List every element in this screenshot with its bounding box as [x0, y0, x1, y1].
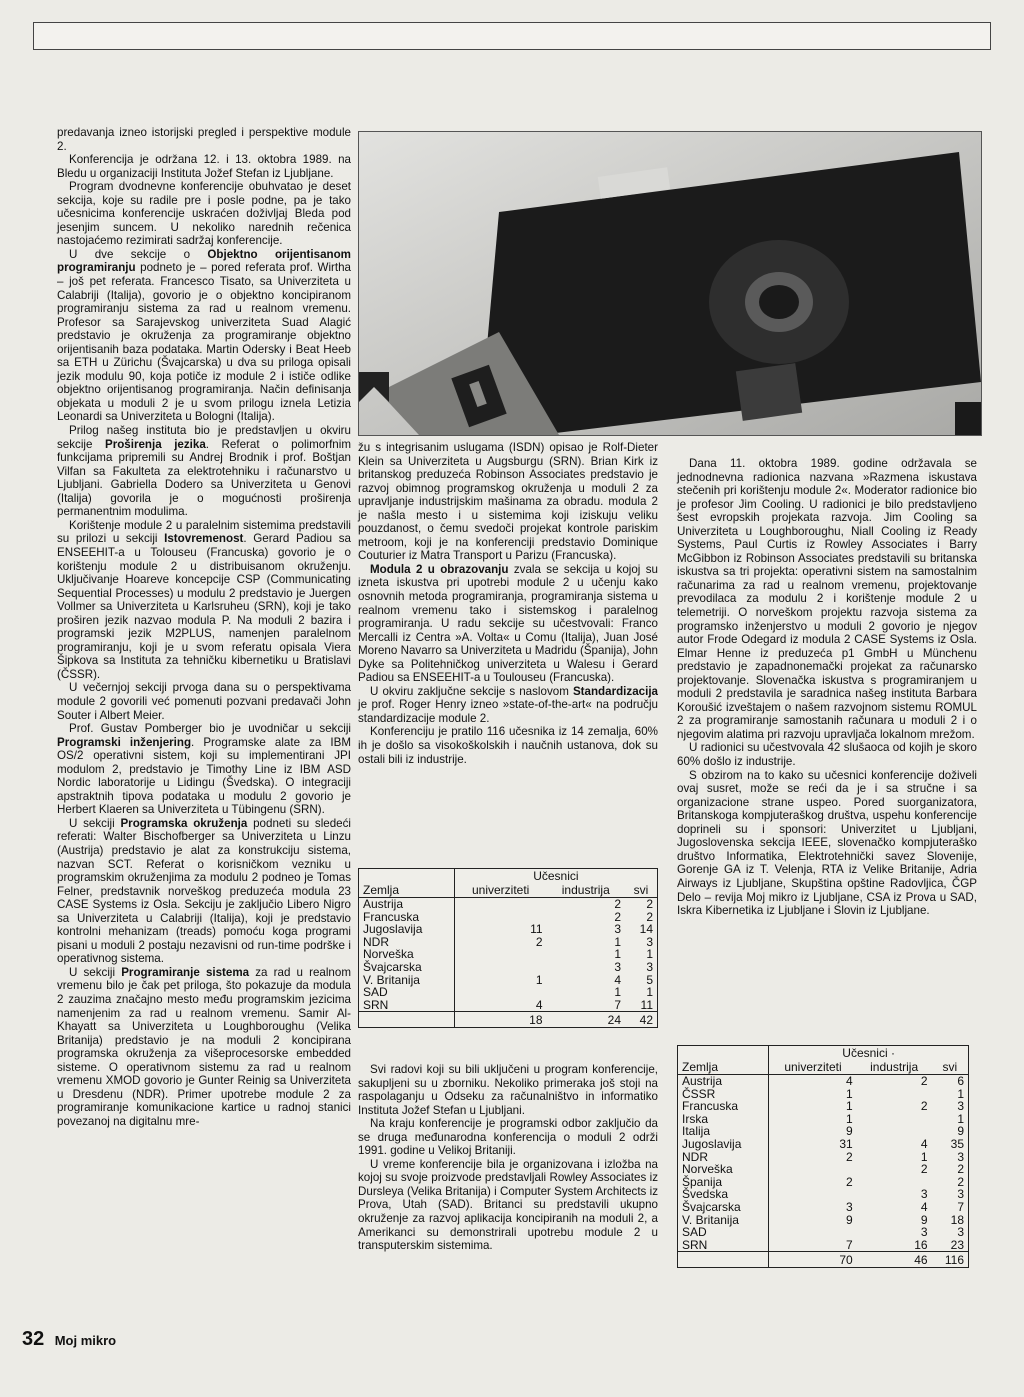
country-cell: NDR: [359, 936, 455, 949]
country-cell: Jugoslavija: [359, 923, 455, 936]
column-header: industrija: [547, 883, 625, 898]
value-cell: 31: [839, 1136, 853, 1151]
value-cell: 18: [950, 1212, 964, 1227]
paragraph: Program dvodnevne konferencije obuhvatao je deset sekcija, koje su radile pre i posle podne, pa je tako učesnicima konferencije uskraćen doživljaj Bleda pod jesenjim suncem. U nekoliko narednih rečenica nastojaćemo rezimirati sadržaj konferencije.: [57, 180, 351, 248]
paragraph: Modula 2 u obrazovanju zvala se sekcija u kojoj su izneta iskustva pri upotrebi module 2 u učenju kako osnovnih metoda programiranja, programiranja sistema u realnom vremenu tako i sistemskog i paralelnog programiranja. U radu sekcije su učestvovali: Franco Mercalli iz Centra »A. Volta« u Comu (Italija), Juan José Moreno Navarro sa Univerziteta u Madridu (Španija), John Dyke sa Politehničkog univerziteta u Walesu i Gerard Padiou sa ENSEEHIT-a u Toulouseu (Francuska).: [358, 562, 658, 685]
value-cell: 1: [846, 1086, 853, 1101]
country-cell: SAD: [678, 1226, 769, 1239]
value-cell: [454, 898, 546, 911]
value-cell: 5: [646, 972, 653, 987]
value-cell: 2: [846, 1149, 853, 1164]
table-row: [359, 999, 658, 1012]
value-cell: 2: [920, 1162, 928, 1177]
column-header: svi: [932, 1060, 969, 1075]
floppy-disk-photo: [358, 131, 982, 436]
value-cell: 1: [614, 934, 622, 949]
table-group-header: Učesnici ·: [842, 1046, 895, 1060]
value-cell: 2: [535, 934, 543, 949]
total-cell: 116: [932, 1252, 969, 1268]
value-cell: [769, 1163, 857, 1176]
value-cell: 2: [957, 1162, 964, 1177]
value-cell: 2: [646, 909, 653, 924]
value-cell: 7: [957, 1199, 964, 1214]
value-cell: 3: [957, 1099, 964, 1114]
country-cell: Švedska: [678, 1188, 769, 1201]
table-row: [359, 898, 658, 911]
country-cell: Austrija: [678, 1075, 769, 1088]
section-name: Objektno orijentisanom programiranju: [57, 247, 351, 275]
article-column-1: [57, 126, 351, 1304]
paragraph: Korištenje module 2 u paralelnim sistemima predstavili su prilozi u sekciji Istovremenost. Gerard Padiou sa ENSEEHIT-a u Tolouseu (Francuska) govorio je o korištenju module 2 u distribuisanom okruženju. Uključivanje Hoareve koncepcije CSP (Communicating Sequential Processes) u modulu 2 predstavio je Juergen Vollmer sa Univerziteta u Karlsruheu (SRN), koji je tako proširen jezik nazvao modula P. Na moduli 2 bazira i programski jezik M2PLUS, namenjen paralelnom programiranju, koji je u svom referatu opisala Viera Šipkova sa Instituta za tehničku kibernetiku u Bratislavi (ČSSR).: [57, 518, 351, 681]
value-cell: 11: [530, 922, 543, 937]
value-cell: [454, 986, 546, 999]
country-cell: NDR: [678, 1151, 769, 1164]
total-cell: 46: [857, 1252, 932, 1268]
country-cell: Jugoslavija: [678, 1138, 769, 1151]
paragraph: Prof. Gustav Pomberger bio je uvodničar u sekciji Programski inženjering. Programske alate za IBM OS/2 operativni sistem, koji su implementirani JPI modulom 2, predstavio je Timothy Line iz IBM ASD Nordic laboratorije u Lidingu (Švedska). O integraciji apstraktnih tipova podataka u modulu 2 govorio je Herbert Klaeren sa Univerziteta u Tübingenu (SRN).: [57, 722, 351, 817]
value-cell: 23: [950, 1237, 964, 1252]
value-cell: 9: [920, 1212, 928, 1227]
paragraph: U večernjoj sekciji prvoga dana su o perspektivama module 2 govorili već pomenuti pozvani predavači John Souter i Albert Meier.: [57, 681, 351, 722]
paragraph: U vreme konferencije bila je organizovana i izložba na kojoj su svoje proizvode predstavljali Rowley Associates iz Dursleya (Velika Britanija) i Computer System Architects iz Prova, Utah (SAD). Britanci su predstavili ukupno okruženje za razvoj aplikacija koncipiranih na moduli 2, a Amerikanci su demonstrirali upotrebu module 2 u transputerskim sistemima.: [358, 1157, 658, 1253]
value-cell: 1: [920, 1149, 928, 1164]
section-name: Modula 2 u obrazovanju: [370, 562, 509, 576]
participants-table-conference: [358, 868, 658, 1028]
column-header: univerziteti: [454, 883, 546, 898]
table-row: [678, 1113, 969, 1126]
paragraph: U dve sekcije o Objektno orijentisanom programiranju podneto je – pored referata prof. Wirtha – još pet referata. Francesco Tisato, sa Univerziteta u Calabriji (Italija), govorio je o objektno koncipiranom programiranju sistema za rad u realnom vremenu. Profesor sa Sarajevskog univerziteta Suad Alagić predstavio je okruženja za programiranje objektno orijentisanih baza podataka. Martin Odersky i Beat Heeb sa ETH u Zürichu (Švajcarska) u dva su priloga opisali jezik modulu 90, koja potiče iz module 2 i ističe odlike objektno orijentisanog programiranja. Način definisanja objekata u moduli 2 je u svom prilogu iznela Letizia Leonardi sa Univerziteta u Bologni (Italija).: [57, 247, 351, 424]
total-cell: 18: [454, 1012, 546, 1028]
table-row: [678, 1201, 969, 1214]
country-cell: V. Britanija: [359, 974, 455, 987]
country-cell: Francuska: [678, 1100, 769, 1113]
value-cell: 2: [614, 909, 622, 924]
value-cell: 1: [957, 1086, 964, 1101]
value-cell: 1: [614, 985, 622, 1000]
value-cell: 1: [646, 947, 653, 962]
participants-table-workshop: [677, 1045, 969, 1268]
value-cell: 7: [846, 1237, 853, 1252]
value-cell: 9: [957, 1124, 964, 1139]
country-cell: SRN: [678, 1239, 769, 1252]
country-cell: SAD: [359, 986, 455, 999]
value-cell: 3: [614, 922, 622, 937]
value-cell: 3: [957, 1187, 964, 1202]
column-header: Zemlja: [678, 1060, 769, 1075]
table-row: [678, 1226, 969, 1239]
country-cell: Španija: [678, 1176, 769, 1189]
value-cell: 4: [614, 972, 622, 987]
value-cell: 16: [914, 1237, 928, 1252]
country-cell: V. Britanija: [678, 1214, 769, 1227]
value-cell: 2: [920, 1099, 928, 1114]
section-name: Istovremenost: [164, 532, 244, 546]
table-row: [359, 923, 658, 936]
totals-label-cell: [359, 1012, 455, 1028]
total-cell: 42: [625, 1012, 657, 1028]
value-cell: 2: [920, 1074, 928, 1088]
paragraph: predavanja izneo istorijski pregled i perspektive module 2.: [57, 126, 351, 153]
paragraph: Konferenciju je pratilo 116 učesnika iz 14 zemalja, 60% ih je došlo sa visokoškolskih i naučnih ustanova, dok su ostali bili iz industrije.: [358, 725, 658, 766]
floppy-disk-illustration: [359, 132, 981, 435]
value-cell: 3: [646, 934, 653, 949]
column-header: svi: [625, 883, 657, 898]
page-header-bar: [33, 22, 991, 50]
paragraph: Konferencija je održana 12. i 13. oktobra 1989. na Bledu u organizaciji Instituta Jožef Stefan iz Ljubljane.: [57, 153, 351, 180]
value-cell: 3: [614, 959, 622, 974]
country-cell: ČSSR: [678, 1088, 769, 1101]
value-cell: 1: [957, 1111, 964, 1126]
country-cell: Francuska: [359, 911, 455, 924]
value-cell: 2: [646, 897, 653, 911]
value-cell: 4: [920, 1199, 928, 1214]
country-cell: SRN: [359, 999, 455, 1012]
paragraph: U okviru zaključne sekcije s naslovom Standardizacija je prof. Roger Henry izneo »state-of-the-art« na području standardizacije module 2.: [358, 684, 658, 725]
value-cell: 4: [920, 1136, 928, 1151]
country-cell: Irska: [678, 1113, 769, 1126]
value-cell: [857, 1113, 932, 1126]
paragraph: Prilog našeg instituta bio je predstavljen u okviru sekcije Proširenja jezika. Referat o polimorfnim funkcijama pripremili su Andrej Brodnik i prof. Boštjan Vilfan sa Fakulteta za elektrotehniku i računarstvo u Ljubljani. Gabriella Dodero sa Univerziteta u Genovi (Italija) govorila je o mogućnosti proširenja permanentnim modulima.: [57, 424, 351, 519]
value-cell: 3: [957, 1225, 964, 1240]
value-cell: 3: [920, 1187, 928, 1202]
value-cell: 1: [646, 985, 653, 1000]
paragraph: Dana 11. oktobra 1989. godine održavala se jednodnevna radionica nazvana »Razmena iskustava stečenih pri korištenju module 2«. Moderator radionice bio je profesor Jim Cooling. U radionici je bilo predstavljeno šest evropskih projekata razvoja. Jim Cooling sa Univerziteta u Loughboroughu, Niall Cooling iz Ready Systems, Paul Curtis iz Rowley Associates i Barry McGibbon iz Robinson Associates predstavili su britanska iskustva sa tri projekta: operativni sistem na samostalnim računarima za rad u realnom vremenu, projektovanje prevodilaca za modulu 2 i korištenje module 2 u telemetriji. O norveškom projektu razvoja sistema za programsko inženjerstvo u moduli 2 govorio je njegov autor Frode Odegard iz modula 2 CASE Systems iz Osla. Elmar Henne iz preduzeća p1 GmbH u Münchenu predstavio je zapadnonemački projekat za računarsko projektovanje. Slovenačka iskustva s programiranjem u moduli 2 predstavila je saradnica našeg instituta Barbara Koroušić izveštajem o našem razvojnom sistemu ROMUL 2 za programiranje samostanih računara u moduli 2 i o njegovim alatima pri razvoju upravljača lokalnom mrežom.: [677, 457, 977, 741]
table-row: [678, 1075, 969, 1088]
value-cell: 14: [639, 922, 653, 937]
section-name: Programiranje sistema: [121, 965, 250, 979]
page-number: 32: [22, 1328, 45, 1350]
value-cell: [454, 948, 546, 961]
totals-label-cell: [678, 1252, 769, 1268]
country-cell: Norveška: [678, 1163, 769, 1176]
value-cell: 3: [920, 1225, 928, 1240]
table-row: [678, 1100, 969, 1113]
paragraph: U sekciji Programiranje sistema za rad u realnom vremenu bilo je čak pet priloga, što pokazuje da modula 2 zauzima značajno mesto među programskim jezicima namenjenim za rad u realnom vremenu. Samir Al-Khayatt sa Univerziteta u Loughboroughu (Velika Britanija) predstavio je na moduli 2 koncipirana programska okruženja za višeprocesorske embedded sisteme. O operativnom sistemu za rad u realnom vremenu XMOD govorio je Gunter Reinig sa Univerziteta u Dresdenu (NDR). Primer upotrebe module 2 za programiranje komunikacione kartice u radnoj stanici povezanoj na digitalnu mre-: [57, 965, 351, 1128]
paragraph: Na kraju konferencije je programski odbor zaključio da se druga međunarodna konferencija o moduli 2 održi 1991. godine u Velikoj Britaniji.: [358, 1117, 658, 1158]
value-cell: 3: [846, 1199, 853, 1214]
value-cell: 1: [846, 1111, 853, 1126]
section-name: Proširenja jezika: [104, 437, 206, 451]
column-header: industrija: [857, 1060, 932, 1075]
value-cell: 6: [957, 1074, 964, 1088]
column-header: Zemlja: [359, 883, 455, 898]
value-cell: 4: [535, 997, 543, 1012]
table-row: [359, 961, 658, 974]
section-name: Programska okruženja: [120, 816, 248, 830]
article-column-2-lower: [358, 1063, 658, 1313]
article-column-3: [677, 457, 977, 918]
total-cell: 70: [769, 1252, 857, 1268]
value-cell: 3: [646, 959, 653, 974]
section-name: Programski inženjering: [57, 735, 192, 749]
value-cell: 1: [846, 1099, 853, 1114]
table-group-header: Učesnici: [533, 869, 579, 883]
page-footer: [22, 1328, 116, 1351]
country-cell: Norveška: [359, 948, 455, 961]
value-cell: 1: [535, 972, 543, 987]
country-cell: Švajcarska: [678, 1201, 769, 1214]
totals-row: [678, 1252, 969, 1268]
value-cell: 7: [614, 997, 622, 1012]
paragraph: U sekciji Programska okruženja podneti su sledeći referati: Walter Bischofberger sa Univerziteta u Linzu (Austrija) predstavio je alat za konstrukciju sistema, nazvan SCT. Referat o korisničkom vezniku u programskim okruženjima za modulu 2 podneo je Tomas Felner, predstavnik norveškog preduzeća modula 23 CASE Systems iz Osla. Sekciju je zaključio Libero Nigro sa Univerziteta u Calabriji (Italija), koji je predstavio kontrolni mehanizam (treads) pomoću koga programi pisani u moduli 2 postaju nezavisni od run-time podrške i operativnog sistema.: [57, 816, 351, 966]
value-cell: [769, 1188, 857, 1201]
column-header: univerziteti: [769, 1060, 857, 1075]
country-cell: Austrija: [359, 898, 455, 911]
value-cell: 1: [614, 947, 622, 962]
value-cell: 2: [957, 1174, 964, 1189]
table-row: [678, 1239, 969, 1252]
value-cell: [454, 961, 546, 974]
table-row: [678, 1163, 969, 1176]
value-cell: 35: [950, 1136, 964, 1151]
section-name: Standardizacija: [572, 684, 658, 698]
value-cell: 4: [846, 1074, 853, 1088]
value-cell: 2: [846, 1174, 853, 1189]
article-column-2: [358, 441, 658, 861]
paragraph: U radionici su učestvovala 42 slušaoca od kojih je skoro 60% došlo iz industrije.: [677, 741, 977, 769]
magazine-name: Moj mikro: [54, 1333, 117, 1348]
paragraph: Svi radovi koji su bili uključeni u program konferencije, sakupljeni su u zborniku. Nekoliko primeraka još stoji na raspolaganju u Odseku za računalništvo in informatiko Instituta Jožef Stefan u Ljubljani.: [358, 1063, 658, 1117]
table-row: [359, 986, 658, 999]
value-cell: 3: [957, 1149, 964, 1164]
totals-row: [359, 1012, 658, 1028]
paragraph: žu s integrisanim uslugama (ISDN) opisao je Rolf-Dieter Klein sa Univerziteta u Augsburgu (SRN). Brian Kirk iz britanskog preduzeća Robinson Associates predstavio je razvoj obimnog programskog okruženja u moduli 2 za upravljanje industrijskim mašinama za obradu. modula 2 je našla mesto i u sistemima koji iziskuju veliku pouzdanost, o čemu svedoči projekat kontrole pariskim metroom, koji je na konferenciji predstavio Dominique Couturier iz Matra Transport u Parizu (Francuska).: [358, 441, 658, 563]
table-row: [359, 974, 658, 987]
total-cell: 24: [547, 1012, 625, 1028]
value-cell: 9: [846, 1124, 853, 1139]
value-cell: 9: [846, 1212, 853, 1227]
country-cell: Švajcarska: [359, 961, 455, 974]
value-cell: 11: [640, 997, 653, 1012]
table-row: [678, 1138, 969, 1151]
country-cell: Italija: [678, 1125, 769, 1138]
value-cell: 2: [614, 897, 622, 911]
paragraph: S obzirom na to kako su učesnici konferencije doživeli ovaj susret, može se reći da je i sa stručne i sa organizacione strane uspeo. Pored suorganizatora, Britanskoga kompjuteraškog društva, uspehu konferencije doprineli su i sponsori: Univerzitet u Ljubljani, Jugoslovenska sekcija IEEE, slovenačko kompjuteraško društvo Informatika, Elektrotehnički savez Slovenije, Gorenje GA iz T. Velenja, RTA iz Velike Britanije, Adria Airways iz Ljubljane, Skupština opštine Radovljica, ČGP Delo – revija Moj mikro iz Ljubljane, CSA iz Prova u SAD, Iskra Kibernetika iz Ljubljane i Slovin iz Ljubljane.: [677, 768, 977, 918]
value-cell: [769, 1226, 857, 1239]
